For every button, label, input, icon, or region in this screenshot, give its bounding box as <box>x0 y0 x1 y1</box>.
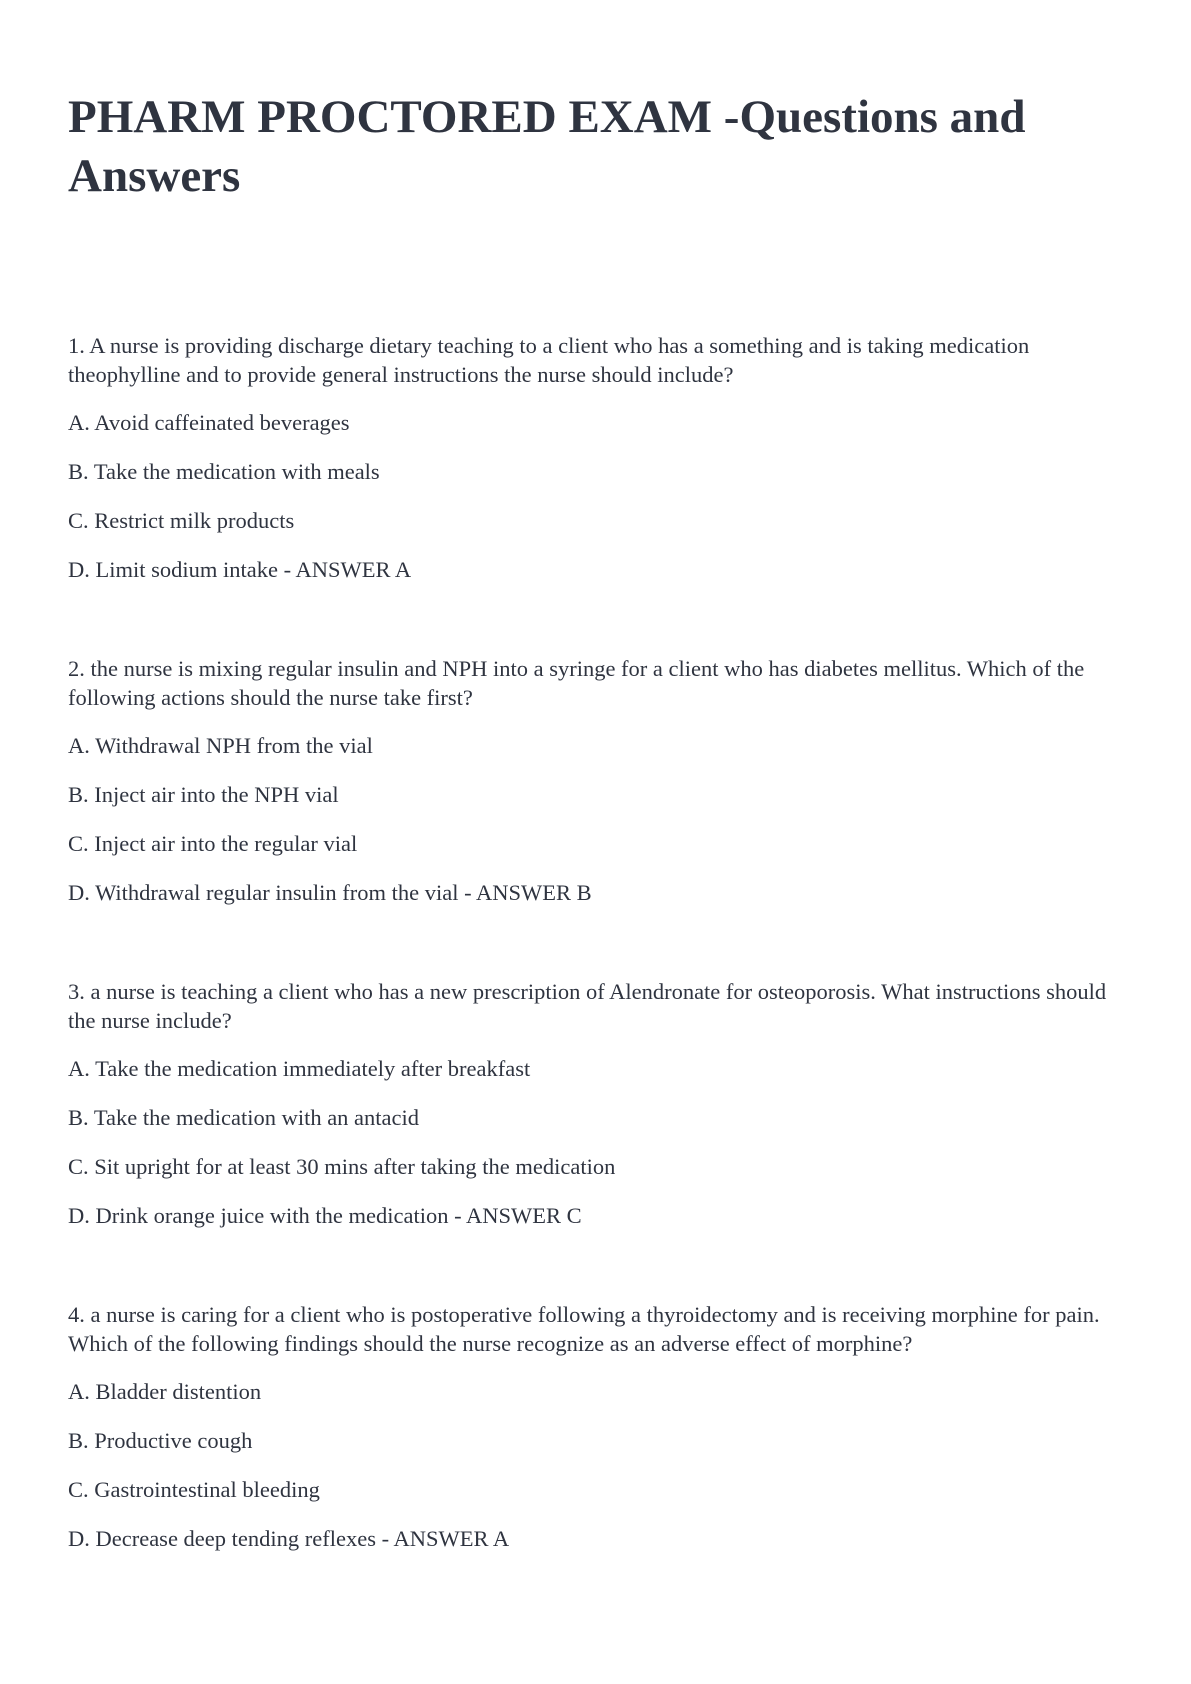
question-item <box>68 331 1128 584</box>
answer-option: C. Gastrointestinal bleeding <box>68 1477 320 1502</box>
question-list <box>68 331 1128 1553</box>
question-item <box>68 654 1128 907</box>
question-item <box>68 1300 1128 1553</box>
answer-option: D. Limit sodium intake - ANSWER A <box>68 557 412 582</box>
answer-option: A. Take the medication immediately after breakfast <box>68 1056 531 1081</box>
answer-option: D. Withdrawal regular insulin from the vial - ANSWER B <box>68 880 592 905</box>
answer-option: B. Take the medication with meals <box>68 459 380 484</box>
answer-option: B. Inject air into the NPH vial <box>68 782 339 807</box>
document-title: PHARM PROCTORED EXAM -Questions and Answers <box>68 91 1026 202</box>
answer-option: A. Avoid caffeinated beverages <box>68 410 350 435</box>
question-text: 4. a nurse is caring for a client who is postoperative following a thyroidectomy and is receiving morphine for pain. Which of the following findings should the nurse recognize as an adverse effect of morphine? <box>68 1302 1100 1356</box>
answer-option: B. Productive cough <box>68 1428 253 1453</box>
answer-option: C. Sit upright for at least 30 mins after taking the medication <box>68 1154 616 1179</box>
question-text: 3. a nurse is teaching a client who has a new prescription of Alendronate for osteoporosis. What instructions should the nurse include? <box>68 979 1107 1033</box>
answer-option: A. Withdrawal NPH from the vial <box>68 733 373 758</box>
document-page <box>68 88 1128 1623</box>
question-text: 1. A nurse is providing discharge dietary teaching to a client who has a something and is taking medication theophylline and to provide general instructions the nurse should include? <box>68 333 1030 387</box>
answer-option: B. Take the medication with an antacid <box>68 1105 420 1130</box>
answer-option: D. Decrease deep tending reflexes - ANSWER A <box>68 1526 510 1551</box>
answer-option: A. Bladder distention <box>68 1379 262 1404</box>
answer-option: C. Restrict milk products <box>68 508 295 533</box>
question-text: 2. the nurse is mixing regular insulin and NPH into a syringe for a client who has diabetes mellitus. Which of the following actions should the nurse take first? <box>68 656 1085 710</box>
question-item <box>68 977 1128 1230</box>
answer-option: D. Drink orange juice with the medication - ANSWER C <box>68 1203 582 1228</box>
answer-option: C. Inject air into the regular vial <box>68 831 358 856</box>
